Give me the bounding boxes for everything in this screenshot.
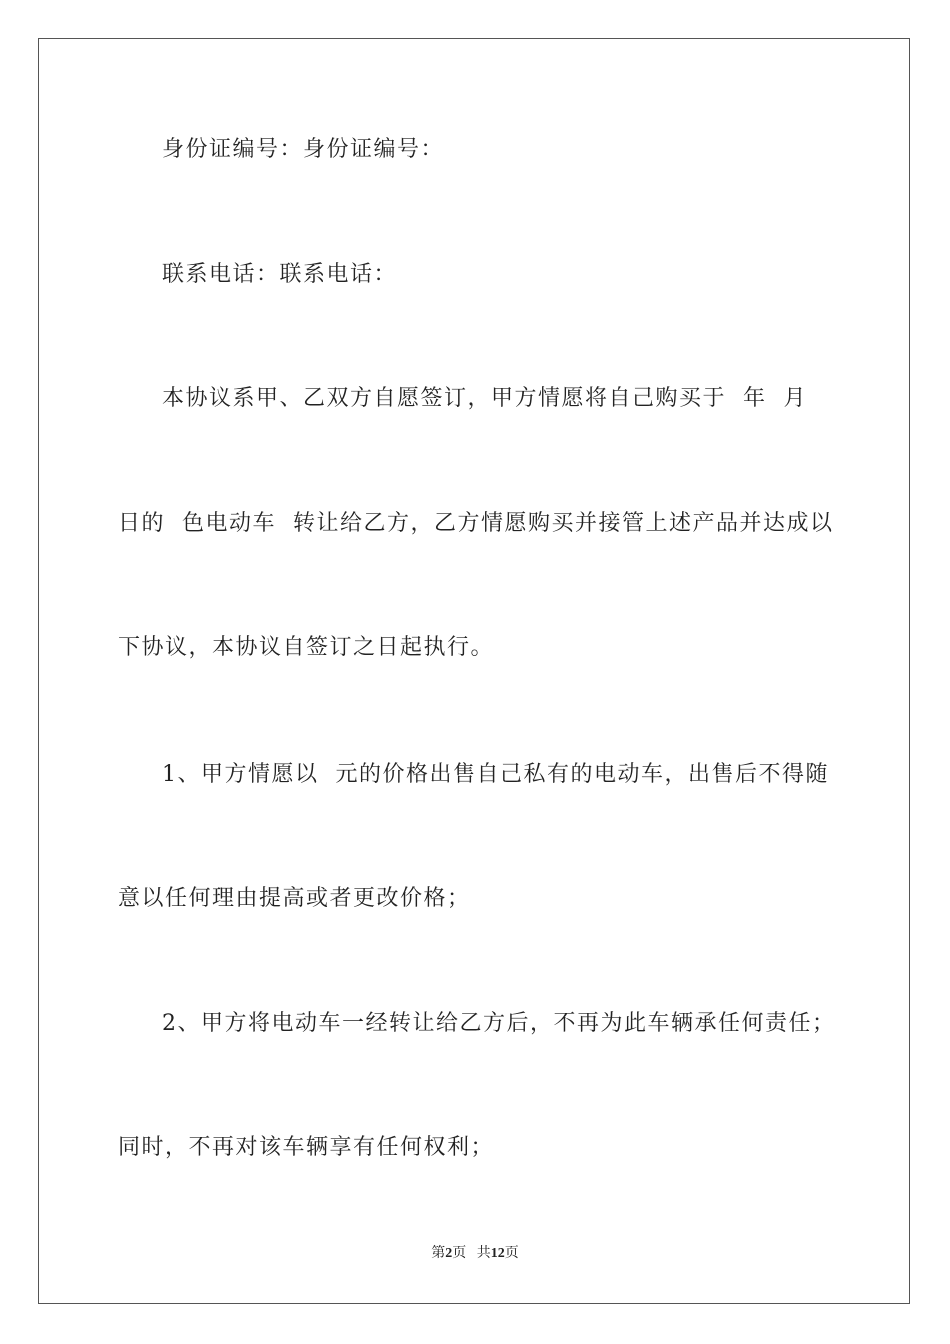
footer-total-pages: 12 xyxy=(490,1246,505,1261)
footer-page-number: 2 xyxy=(445,1246,453,1261)
clause-1-line-2: 意以任何理由提高或者更改价格； xyxy=(118,886,471,911)
clause-2-line-2: 同时，不再对该车辆享有任何权利； xyxy=(118,1135,495,1160)
footer-total-prefix: 共 xyxy=(476,1246,491,1261)
agreement-intro-line-2: 日的 色电动车 转让给乙方，乙方情愿购买并接管上述产品并达成以 xyxy=(118,511,834,536)
clause-1-line-1: 1、甲方情愿以 元的价格出售自己私有的电动车，出售后不得随 xyxy=(162,762,829,787)
phone-line: 联系电话：联系电话： xyxy=(162,262,398,287)
agreement-intro-line-1: 本协议系甲、乙双方自愿签订，甲方情愿将自己购买于 年 月 xyxy=(162,386,807,411)
footer-prefix: 第 xyxy=(431,1246,446,1261)
clause-2-line-1: 2、甲方将电动车一经转让给乙方后，不再为此车辆承任何责任； xyxy=(162,1011,836,1036)
page-footer xyxy=(0,1245,950,1263)
agreement-intro-line-3: 下协议，本协议自签订之日起执行。 xyxy=(118,635,495,660)
footer-total-suffix: 页 xyxy=(504,1246,519,1261)
id-number-line: 身份证编号：身份证编号： xyxy=(162,137,445,162)
page-border xyxy=(38,38,910,1304)
footer-page-suffix: 页 xyxy=(452,1246,467,1261)
